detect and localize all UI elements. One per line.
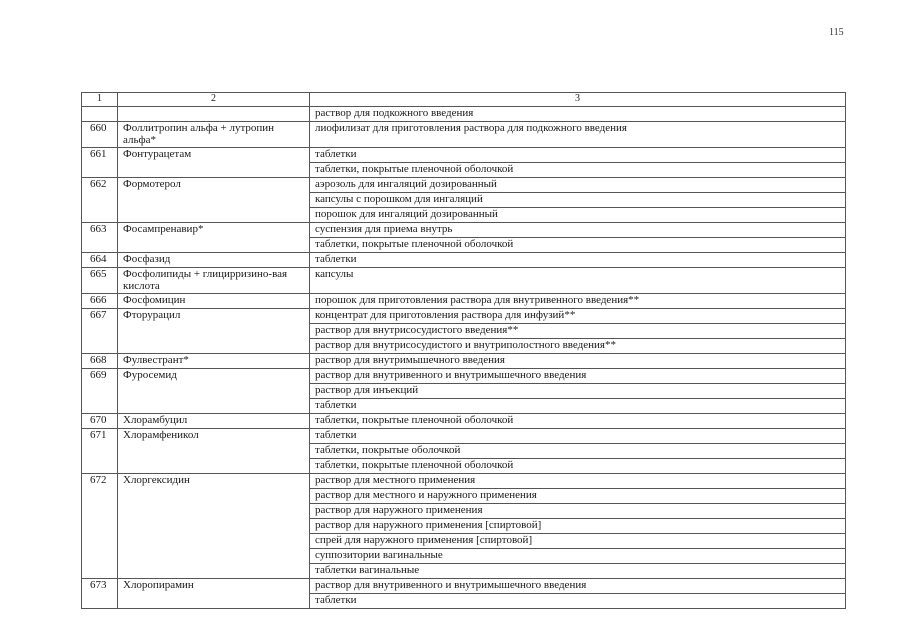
dosage-form: таблетки, покрытые оболочкой: [310, 444, 846, 459]
continuation-name-cell: [118, 107, 310, 122]
dosage-form: аэрозоль для ингаляций дозированный: [310, 178, 846, 193]
drug-table: [81, 92, 846, 609]
dosage-form: раствор для наружного применения: [310, 504, 846, 519]
page-number: 115: [829, 27, 844, 38]
drug-name: Фосфазид: [118, 253, 310, 268]
entry-number: 662: [82, 178, 118, 223]
drug-name: Фосфомицин: [118, 294, 310, 309]
dosage-form: таблетки: [310, 148, 846, 163]
table-row: [82, 579, 846, 594]
dosage-form: раствор для инъекций: [310, 384, 846, 399]
dosage-form: таблетки: [310, 399, 846, 414]
drug-name: Хлоргексидин: [118, 474, 310, 579]
dosage-form: суспензия для приема внутрь: [310, 223, 846, 238]
entry-number: 661: [82, 148, 118, 178]
dosage-form: таблетки: [310, 429, 846, 444]
table-row: [82, 223, 846, 238]
table-row: [82, 268, 846, 294]
drug-name: Формотерол: [118, 178, 310, 223]
table-row: [82, 148, 846, 163]
dosage-form: порошок для приготовления раствора для внутривенного введения**: [310, 294, 846, 309]
dosage-form: таблетки: [310, 594, 846, 609]
dosage-form: таблетки: [310, 253, 846, 268]
header-row: [82, 93, 846, 107]
entry-number: 669: [82, 369, 118, 414]
dosage-form: раствор для внутримышечного введения: [310, 354, 846, 369]
table-row: [82, 429, 846, 444]
dosage-form: капсулы с порошком для ингаляций: [310, 193, 846, 208]
table-row: [82, 309, 846, 324]
table-row: [82, 294, 846, 309]
dosage-form: спрей для наружного применения [спиртовой]: [310, 534, 846, 549]
dosage-form: капсулы: [310, 268, 846, 294]
dosage-form: раствор для внутрисосудистого введения**: [310, 324, 846, 339]
entry-number: 670: [82, 414, 118, 429]
entry-number: 671: [82, 429, 118, 474]
drug-name: Хлоропирамин: [118, 579, 310, 609]
entry-number: 668: [82, 354, 118, 369]
header-col-1: 1: [82, 93, 118, 107]
entry-number: 664: [82, 253, 118, 268]
dosage-form: раствор для внутрисосудистого и внутриполостного введения**: [310, 339, 846, 354]
dosage-form: таблетки, покрытые пленочной оболочкой: [310, 459, 846, 474]
entry-number: 663: [82, 223, 118, 253]
dosage-form: раствор для внутривенного и внутримышечного введения: [310, 579, 846, 594]
dosage-form: раствор для местного и наружного применения: [310, 489, 846, 504]
entry-number: 666: [82, 294, 118, 309]
drug-name: Хлорамфеникол: [118, 429, 310, 474]
table-row: [82, 474, 846, 489]
dosage-form: суппозитории вагинальные: [310, 549, 846, 564]
table-row: [82, 122, 846, 148]
dosage-form: раствор для наружного применения [спиртовой]: [310, 519, 846, 534]
header-col-3: 3: [310, 93, 846, 107]
dosage-form: таблетки, покрытые пленочной оболочкой: [310, 238, 846, 253]
entry-number: 667: [82, 309, 118, 354]
drug-name: Фулвестрант*: [118, 354, 310, 369]
table-row: [82, 178, 846, 193]
dosage-form: таблетки, покрытые пленочной оболочкой: [310, 414, 846, 429]
continuation-form: раствор для подкожного введения: [310, 107, 846, 122]
drug-table-body: [82, 93, 846, 609]
drug-name: Фосампренавир*: [118, 223, 310, 253]
dosage-form: лиофилизат для приготовления раствора для подкожного введения: [310, 122, 846, 148]
entry-number: 660: [82, 122, 118, 148]
header-col-2: 2: [118, 93, 310, 107]
entry-number: 672: [82, 474, 118, 579]
dosage-form: раствор для местного применения: [310, 474, 846, 489]
drug-name: Хлорамбуцил: [118, 414, 310, 429]
dosage-form: концентрат для приготовления раствора для инфузий**: [310, 309, 846, 324]
dosage-form: порошок для ингаляций дозированный: [310, 208, 846, 223]
table-row: [82, 354, 846, 369]
dosage-form: таблетки вагинальные: [310, 564, 846, 579]
drug-name: Фуросемид: [118, 369, 310, 414]
continuation-num-cell: [82, 107, 118, 122]
dosage-form: таблетки, покрытые пленочной оболочкой: [310, 163, 846, 178]
table-row: [82, 369, 846, 384]
continuation-row: [82, 107, 846, 122]
drug-name: Фторурацил: [118, 309, 310, 354]
drug-name: Фосфолипиды + глицирризино-вая кислота: [118, 268, 310, 294]
entry-number: 673: [82, 579, 118, 609]
drug-name: Фонтурацетам: [118, 148, 310, 178]
table-row: [82, 414, 846, 429]
drug-name: Фоллитропин альфа + лутропин альфа*: [118, 122, 310, 148]
table-row: [82, 253, 846, 268]
entry-number: 665: [82, 268, 118, 294]
dosage-form: раствор для внутривенного и внутримышечного введения: [310, 369, 846, 384]
